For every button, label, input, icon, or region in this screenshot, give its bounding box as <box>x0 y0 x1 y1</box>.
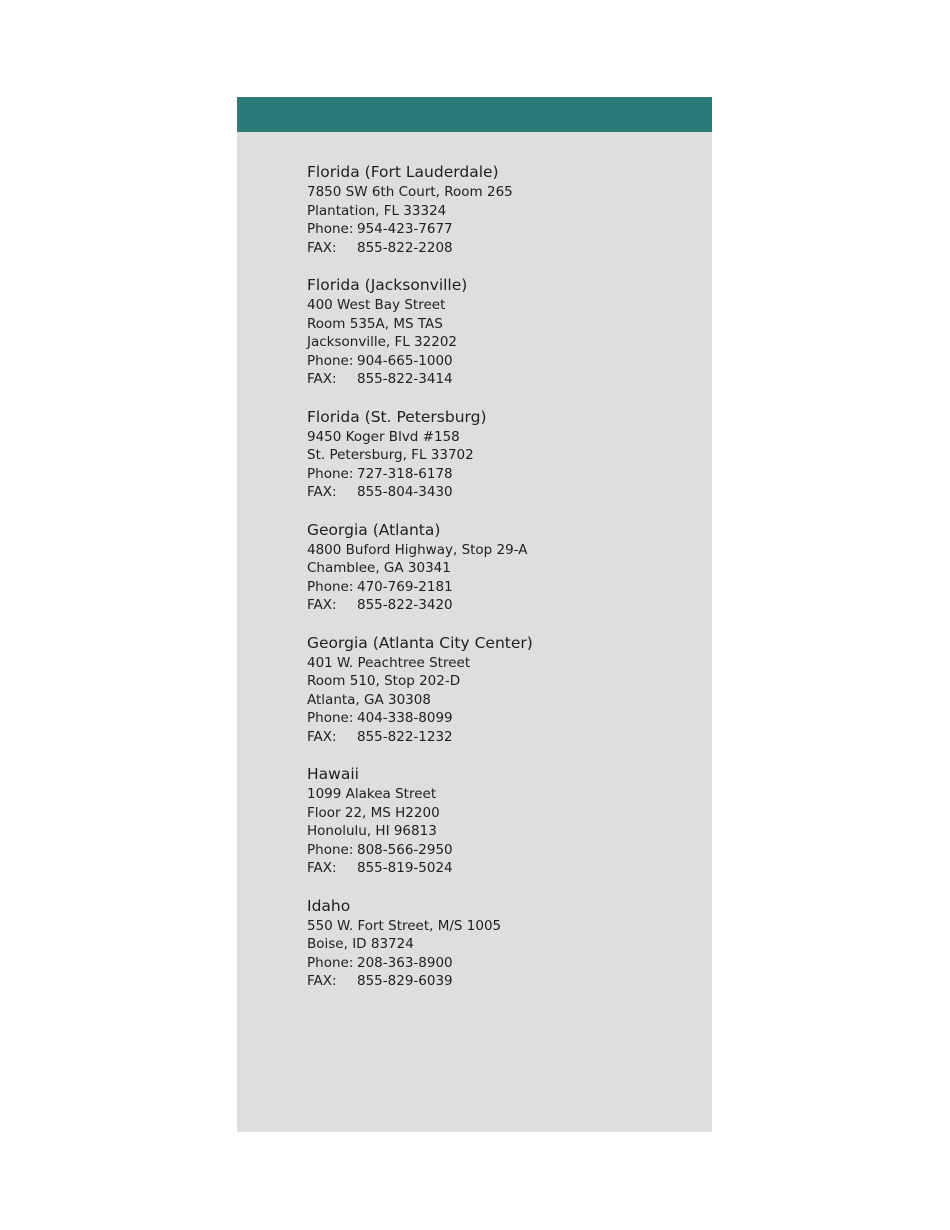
fax-number: 855-822-2208 <box>357 239 453 256</box>
address-line: 400 West Bay Street <box>307 297 446 313</box>
address-line: 7850 SW 6th Court, Room 265 <box>307 184 513 200</box>
phone-row <box>307 220 697 239</box>
fax-row <box>307 239 697 258</box>
fax-number: 855-804-3430 <box>357 484 453 500</box>
phone-label: Phone: <box>307 841 354 858</box>
office-entry <box>307 765 697 878</box>
fax-row <box>307 483 697 502</box>
header-band <box>237 97 712 132</box>
address-line: Room 510, Stop 202-D <box>307 673 461 689</box>
address-line: 401 W. Peachtree Street <box>307 654 471 671</box>
fax-label: FAX: <box>307 239 337 256</box>
phone-label: Phone: <box>307 578 354 595</box>
fax-row <box>307 596 697 615</box>
fax-label: FAX: <box>307 371 337 387</box>
fax-row <box>307 972 697 991</box>
fax-row <box>307 728 697 747</box>
fax-label: FAX: <box>307 597 337 613</box>
phone-row <box>307 578 697 597</box>
address-line: Floor 22, MS H2200 <box>307 804 440 821</box>
fax-number: 855-822-3420 <box>357 597 453 613</box>
phone-number: 404-338-8099 <box>357 710 453 726</box>
office-entry <box>307 634 697 747</box>
office-list <box>307 163 697 1010</box>
office-entry <box>307 897 697 991</box>
office-name: Hawaii <box>307 765 359 783</box>
office-name: Florida (Jacksonville) <box>307 276 468 294</box>
address-line: 4800 Buford Highway, Stop 29-A <box>307 541 528 558</box>
address-line: Room 535A, MS TAS <box>307 315 443 332</box>
phone-row <box>307 465 697 484</box>
address-line: St. Petersburg, FL 33702 <box>307 447 474 463</box>
phone-number: 954-423-7677 <box>357 221 453 237</box>
phone-label: Phone: <box>307 465 354 482</box>
phone-number: 727-318-6178 <box>357 465 453 482</box>
fax-row <box>307 859 697 878</box>
office-name: Idaho <box>307 896 351 915</box>
address-line: Chamblee, GA 30341 <box>307 560 451 576</box>
fax-row <box>307 370 697 389</box>
address-line: Atlanta, GA 30308 <box>307 691 431 708</box>
phone-number: 904-665-1000 <box>357 352 453 369</box>
office-directory-panel <box>237 97 712 1132</box>
address-line: 1099 Alakea Street <box>307 786 437 802</box>
fax-number: 855-822-3414 <box>357 371 453 387</box>
office-name: Florida (St. Petersburg) <box>307 407 487 426</box>
office-name: Georgia (Atlanta) <box>307 520 441 539</box>
phone-label: Phone: <box>307 352 354 369</box>
fax-label: FAX: <box>307 484 337 500</box>
phone-number: 808-566-2950 <box>357 841 453 858</box>
fax-label: FAX: <box>307 860 337 876</box>
phone-label: Phone: <box>307 710 354 726</box>
phone-number: 470-769-2181 <box>357 578 453 595</box>
office-name: Florida (Fort Lauderdale) <box>307 163 499 181</box>
office-entry <box>307 276 697 389</box>
phone-label: Phone: <box>307 221 354 237</box>
phone-label: Phone: <box>307 954 354 971</box>
fax-label: FAX: <box>307 973 337 989</box>
phone-number: 208-363-8900 <box>357 954 453 971</box>
address-line: 9450 Koger Blvd #158 <box>307 428 460 445</box>
fax-number: 855-829-6039 <box>357 973 453 989</box>
phone-row <box>307 954 697 973</box>
address-line: 550 W. Fort Street, M/S 1005 <box>307 917 502 934</box>
office-entry <box>307 408 697 502</box>
address-line: Honolulu, HI 96813 <box>307 823 437 839</box>
office-entry <box>307 163 697 257</box>
address-line: Boise, ID 83724 <box>307 936 414 952</box>
fax-number: 855-822-1232 <box>357 728 453 745</box>
fax-number: 855-819-5024 <box>357 860 453 876</box>
phone-row <box>307 352 697 371</box>
office-entry <box>307 521 697 615</box>
phone-row <box>307 841 697 860</box>
fax-label: FAX: <box>307 728 337 745</box>
office-name: Georgia (Atlanta City Center) <box>307 633 533 652</box>
phone-row <box>307 709 697 728</box>
address-line: Jacksonville, FL 32202 <box>307 334 457 350</box>
address-line: Plantation, FL 33324 <box>307 202 447 219</box>
